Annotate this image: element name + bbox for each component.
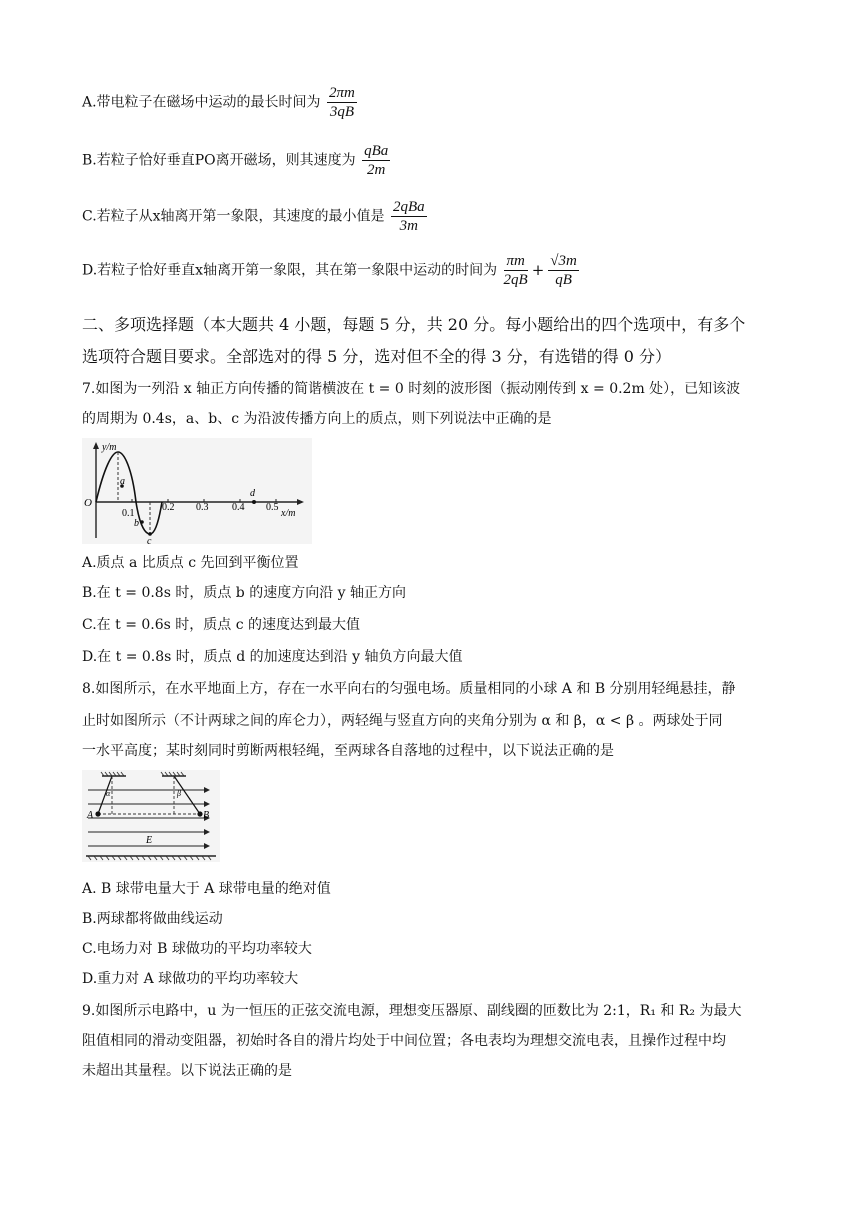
point-d-label: d — [250, 488, 255, 499]
origin-label: O — [84, 497, 92, 509]
fraction: $\frac{√3m}{qB}$ — [550, 253, 577, 288]
tick-label: 0.5 — [266, 502, 279, 513]
fraction: $\frac{\pi m}{2qB}$ — [503, 253, 528, 288]
fraction: $\frac{2\pi m}{3qB}$ — [329, 85, 355, 120]
q8-option-b: B.两球都将做曲线运动 — [82, 911, 223, 927]
q6-option-c: C.若粒子从x轴离开第一象限，其速度的最小值是 $\frac{\text{2qBa}}{3m}$ — [82, 199, 425, 234]
q7-stem-line1: 7.如图为一列沿 x 轴正方向传播的简谐横波在 t = 0 时刻的波形图（振动刚传到 x = 0.2m 处），已知该波 — [82, 381, 741, 397]
electric-field-figure — [82, 770, 220, 866]
beta-label: β — [177, 789, 181, 798]
q8-option-d: D.重力对 A 球做功的平均功率较大 — [82, 971, 299, 987]
tick-label: 0.4 — [232, 502, 245, 513]
section-heading-line2: 选项符合题目要求。全部选对的得 5 分，选对但不全的得 3 分，有选错的得 0 分） — [82, 347, 672, 366]
q8-stem-line1: 8.如图所示，在水平地面上方，存在一水平向右的匀强电场。质量相同的小球 A 和 B 分别用轻绳悬挂，静 — [82, 681, 736, 697]
y-axis-label: y/m — [102, 442, 117, 453]
fraction: $\frac{\text{2qBa}}{3m}$ — [393, 199, 425, 234]
wave-figure — [82, 438, 312, 548]
section-heading-line1: 二、多项选择题（本大题共 4 小题，每题 5 分，共 20 分。每小题给出的四个选项中，有多个 — [82, 315, 746, 334]
tick-label: 0.1 — [122, 508, 135, 519]
q8-stem-line2: 止时如图所示（不计两球之间的库仑力），两轻绳与竖直方向的夹角分别为 α 和 β，α < β 。两球处于同 — [82, 713, 723, 729]
q7-option-b: B.在 t = 0.8s 时，质点 b 的速度方向沿 y 轴正方向 — [82, 585, 407, 601]
alpha-label: α — [106, 789, 111, 798]
point-c-label: c — [147, 536, 152, 544]
point-b-label: b — [134, 518, 139, 529]
q8-option-a: A. B 球带电量大于 A 球带电量的绝对值 — [82, 881, 331, 897]
q9-stem-line3: 未超出其量程。以下说法正确的是 — [82, 1063, 292, 1079]
q9-stem-line2: 阻值相同的滑动变阻器，初始时各自的滑片均处于中间位置；各电表均为理想交流电表，且操作过程中均 — [82, 1033, 726, 1049]
ball-a-label: A — [87, 810, 94, 821]
point-a-label: a — [120, 476, 125, 487]
q6-option-d: D.若粒子恰好垂直x轴离开第一象限，其在第一象限中运动的时间为 $\frac{\pi m}{2qB}$ + $\frac{√3m}{qB}$ — [82, 253, 577, 288]
tick-label: 0.2 — [162, 502, 175, 513]
fraction: $\frac{\text{qBa}}{2m}$ — [364, 143, 389, 178]
ball-b-label: B — [203, 810, 210, 821]
q6-option-a: A.带电粒子在磁场中运动的最长时间为 $\frac{2\pi m}{3qB}$ — [82, 85, 355, 120]
field-label: E — [146, 835, 153, 846]
q7-option-c: C.在 t = 0.6s 时，质点 c 的速度达到最大值 — [82, 617, 361, 633]
q7-option-a: A.质点 a 比质点 c 先回到平衡位置 — [82, 555, 299, 571]
q6-option-b: B.若粒子恰好垂直PO离开磁场，则其速度为 $\frac{\text{qBa}}{2m}$ — [82, 143, 389, 178]
q9-stem-line1: 9.如图所示电路中，u 为一恒压的正弦交流电源，理想变压器原、副线圈的匝数比为 2:1，R₁ 和 R₂ 为最大 — [82, 1003, 742, 1019]
tick-label: 0.3 — [196, 502, 209, 513]
q7-option-d: D.在 t = 0.8s 时，质点 d 的加速度达到沿 y 轴负方向最大值 — [82, 649, 463, 665]
q8-option-c: C.电场力对 B 球做功的平均功率较大 — [82, 941, 312, 957]
q7-stem-line2: 的周期为 0.4s，a、b、c 为沿波传播方向上的质点，则下列说法中正确的是 — [82, 411, 552, 427]
x-axis-label: x/m — [281, 508, 296, 519]
q8-stem-line3: 一水平高度；某时刻同时剪断两根轻绳，至两球各自落地的过程中，以下说法正确的是 — [82, 743, 614, 759]
